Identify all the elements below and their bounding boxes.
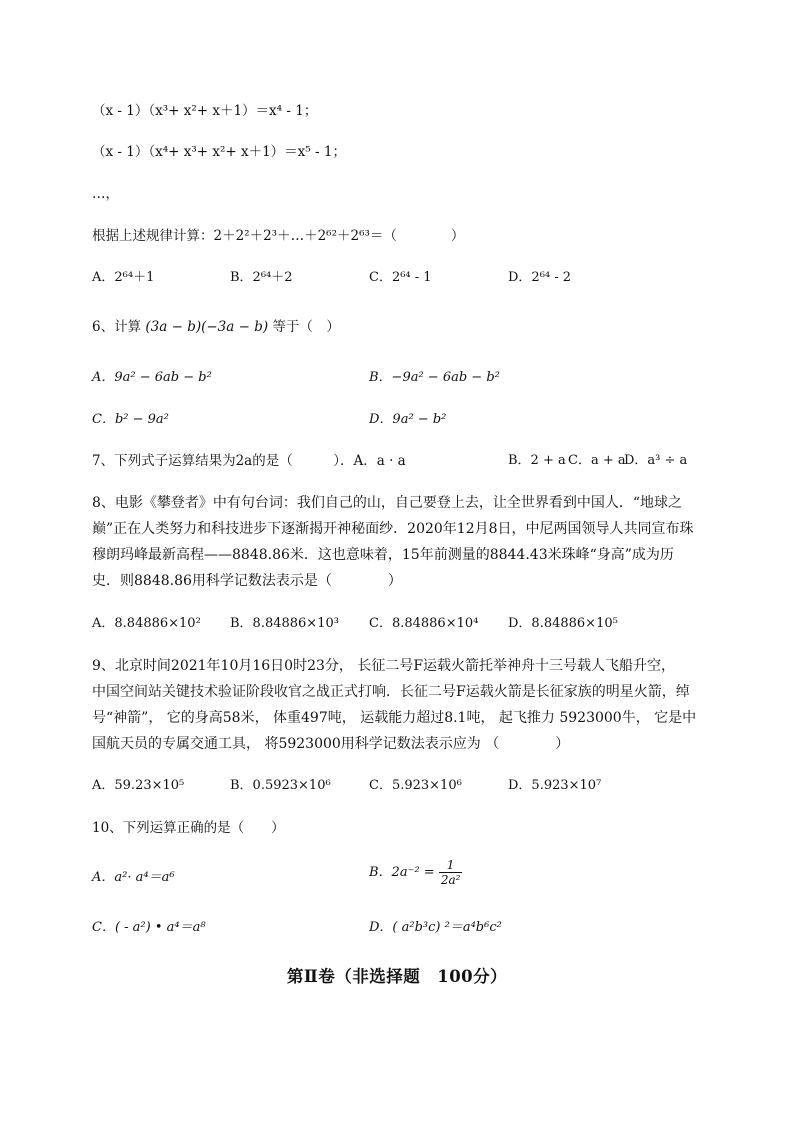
q6-option-a: A．9a² − 6ab − b²	[92, 370, 212, 385]
q10-option-a: A．a²· a⁴＝a⁶	[92, 870, 175, 885]
q8-option-a: A．8.84886×10²	[92, 616, 201, 631]
pattern-option-d: D．2⁶⁴ - 2	[508, 270, 572, 285]
q6-option-c: C．b² − 9a²	[92, 412, 169, 427]
pattern-option-a: A．2⁶⁴＋1	[92, 270, 155, 285]
q6-stem-prefix: 6、计算	[92, 319, 146, 335]
q10-option-d: D．( a²b³c) ²＝a⁴b⁶c²	[369, 920, 502, 935]
pattern-ellipsis: …，	[92, 186, 119, 202]
q9-line-1: 9、北京时间2021年10月16日0时23分， 长征二号F运载火箭托举神舟十三号载人飞船升空，	[92, 658, 676, 674]
q10-option-b	[369, 858, 462, 888]
q10-option-b-fraction	[439, 858, 463, 887]
pattern-line-1: （x - 1）（x³+ x²+ x＋1）＝x⁴ - 1；	[92, 103, 318, 119]
q6-expression: (3a − b)(−3a − b)	[145, 319, 269, 335]
pattern-option-b: B．2⁶⁴＋2	[230, 270, 293, 285]
q10-stem: 10、下列运算正确的是（ ）	[92, 820, 285, 836]
q8-option-b: B．8.84886×10³	[230, 616, 339, 631]
q8-stem	[92, 490, 712, 594]
q8-line-1: 8、电影《攀登者》中有句台词：我们自己的山，自己要登上去，让全世界看到中国人．“地球之	[92, 495, 683, 511]
q10-option-c: C．( - a²) • a⁴＝a⁸	[92, 920, 206, 935]
q8-option-d: D．8.84886×10⁵	[508, 616, 618, 631]
q6-option-b: B．−9a² − 6ab − b²	[369, 370, 500, 385]
q9-line-4: 国航天员的专属交通工具， 将5923000用科学记数法表示应为 （ ）	[92, 736, 570, 752]
q6-option-d: D．9a² − b²	[369, 412, 447, 427]
q7-option-d: D．a³ ÷ a	[624, 453, 688, 468]
q9-option-a: A．59.23×10⁵	[92, 778, 185, 793]
q9-option-d: D．5.923×10⁷	[508, 778, 602, 793]
pattern-line-2: （x - 1）（x⁴+ x³+ x²+ x＋1）＝x⁵ - 1；	[92, 144, 346, 160]
q8-line-3: 穆朗玛峰最新高程——8848.86米．这也意味着，15年前测量的8844.43米珠峰“身高”成为历	[92, 547, 674, 563]
q8-line-2: 巅”正在人类努力和科技进步下逐渐揭开神秘面纱．2020年12月8日，中尼两国领导人共同宣布珠	[92, 521, 694, 537]
q10-option-b-numerator: 1	[439, 858, 463, 873]
q8-option-c: C．8.84886×10⁴	[369, 616, 479, 631]
q8-line-4: 史．则8848.86用科学记数法表示是（ ）	[92, 573, 402, 589]
pattern-question: 根据上述规律计算：2＋2²＋2³＋…＋2⁶²＋2⁶³＝（ ）	[92, 228, 465, 244]
q6-stem-suffix: 等于（ ）	[268, 319, 340, 335]
q7-option-b: B．2 + a	[508, 453, 566, 468]
q9-option-c: C．5.923×10⁶	[369, 778, 462, 793]
q7-option-c: C．a + a	[568, 453, 626, 468]
pattern-option-c: C．2⁶⁴ - 1	[369, 270, 432, 285]
q9-stem	[92, 653, 712, 757]
q9-line-3: 号“神箭”， 它的身高58米， 体重497吨， 运载能力超过8.1吨， 起飞推力 5923000牛， 它是中	[92, 710, 697, 726]
q9-line-2: 中国空间站关键技术验证阶段收官之战正式打响．长征二号F运载火箭是长征家族的明星火箭，绰	[92, 684, 690, 700]
section-title: 第Ⅱ卷（非选择题 100分）	[286, 967, 508, 986]
q9-option-b: B．0.5923×10⁶	[230, 778, 331, 793]
q10-option-b-prefix: B．2a⁻² =	[369, 865, 439, 880]
q7-stem: 7、下列式子运算结果为2a的是（ ）．A．a · a	[92, 453, 406, 469]
q6-stem	[92, 317, 340, 337]
q10-option-b-denominator: 2a²	[440, 873, 461, 887]
